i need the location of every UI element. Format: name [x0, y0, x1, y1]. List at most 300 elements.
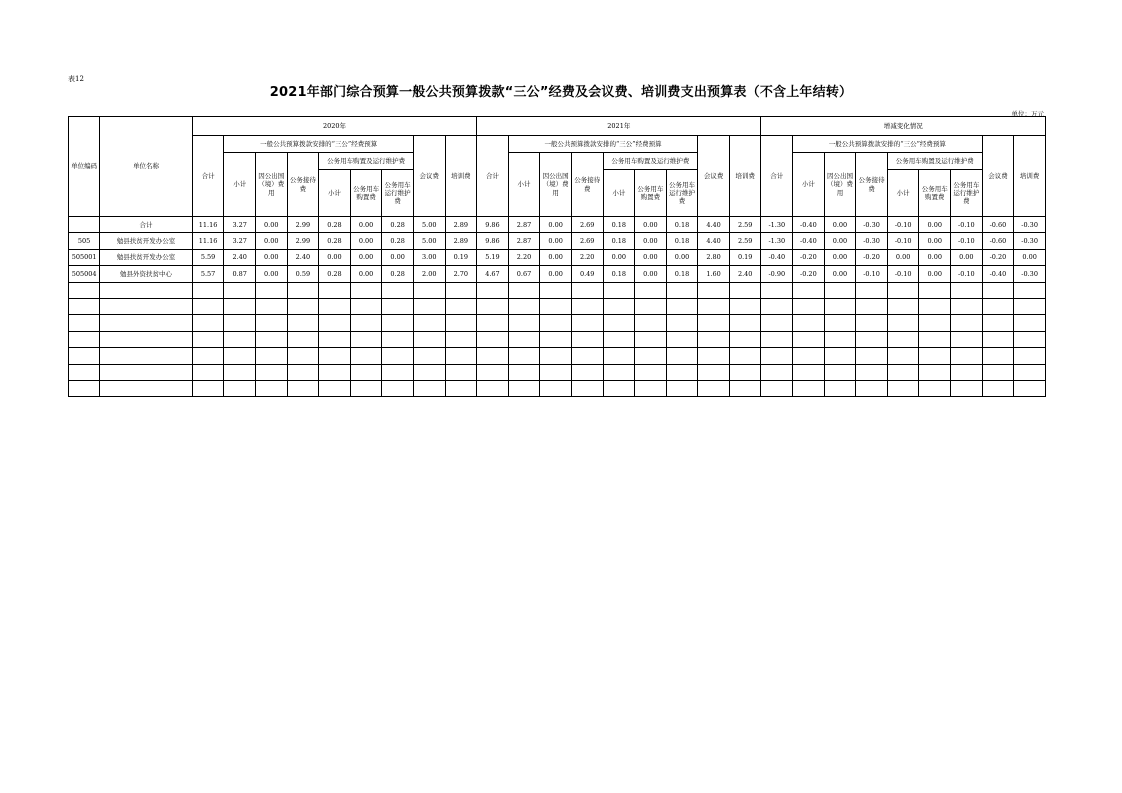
cell-unit-code: 505 [69, 233, 100, 249]
empty-cell [540, 282, 572, 298]
empty-cell [287, 380, 319, 396]
empty-cell [856, 380, 888, 396]
cell-value: 0.00 [540, 217, 572, 233]
empty-cell [477, 364, 509, 380]
empty-cell [382, 315, 414, 331]
empty-cell [982, 364, 1014, 380]
empty-cell [445, 298, 477, 314]
cell-value: 2.40 [224, 249, 256, 265]
cell-value: 3.27 [224, 233, 256, 249]
empty-cell [477, 282, 509, 298]
cell-value: 0.00 [951, 249, 983, 265]
cell-value: 2.20 [571, 249, 603, 265]
cell-unit-name: 勉县扶贫开发办公室 [100, 249, 193, 265]
empty-cell [919, 364, 951, 380]
empty-row [69, 331, 1046, 347]
budget-table [68, 116, 1046, 397]
empty-cell [100, 298, 193, 314]
empty-cell [350, 380, 382, 396]
empty-cell [793, 380, 825, 396]
empty-cell [982, 282, 1014, 298]
empty-cell [603, 298, 635, 314]
empty-cell [1014, 282, 1046, 298]
empty-cell [603, 282, 635, 298]
empty-cell [413, 348, 445, 364]
empty-cell [635, 298, 667, 314]
empty-cell [729, 380, 761, 396]
empty-cell [319, 348, 351, 364]
empty-cell [69, 331, 100, 347]
empty-cell [635, 315, 667, 331]
header-vehicle-maint: 公务用车运行维护费 [951, 170, 983, 217]
cell-value: 2.80 [698, 249, 730, 265]
cell-value: 0.00 [824, 249, 856, 265]
empty-cell [224, 298, 256, 314]
header-training: 培训费 [729, 136, 761, 217]
empty-cell [287, 364, 319, 380]
empty-cell [540, 331, 572, 347]
cell-value: -0.40 [793, 217, 825, 233]
header-subtotal: 小计 [224, 153, 256, 217]
cell-value: 0.00 [540, 233, 572, 249]
cell-value: 2.69 [571, 233, 603, 249]
cell-value: 2.59 [729, 233, 761, 249]
header-sangong: 一般公共预算拨款安排的“三公”经费预算 [793, 136, 983, 153]
empty-cell [445, 364, 477, 380]
empty-cell [508, 282, 540, 298]
cell-unit-code: 505004 [69, 266, 100, 282]
empty-cell [571, 380, 603, 396]
cell-value: 4.67 [477, 266, 509, 282]
empty-cell [887, 315, 919, 331]
header-training: 培训费 [445, 136, 477, 217]
empty-cell [192, 348, 224, 364]
header-group-2021: 2021年 [477, 117, 761, 136]
empty-cell [666, 315, 698, 331]
empty-cell [350, 315, 382, 331]
empty-cell [508, 298, 540, 314]
empty-cell [824, 331, 856, 347]
empty-cell [255, 298, 287, 314]
header-vehicle-group: 公务用车购置及运行维护费 [603, 153, 698, 170]
empty-cell [319, 298, 351, 314]
empty-cell [666, 331, 698, 347]
empty-cell [413, 298, 445, 314]
empty-cell [571, 315, 603, 331]
empty-cell [698, 348, 730, 364]
empty-cell [824, 282, 856, 298]
empty-cell [69, 364, 100, 380]
empty-cell [540, 348, 572, 364]
empty-cell [919, 380, 951, 396]
cell-value: 0.00 [255, 266, 287, 282]
empty-cell [413, 331, 445, 347]
empty-cell [761, 380, 793, 396]
empty-cell [477, 331, 509, 347]
header-vehicle-purchase: 公务用车购置费 [350, 170, 382, 217]
empty-cell [951, 282, 983, 298]
header-vehicle-purchase: 公务用车购置费 [635, 170, 667, 217]
empty-cell [666, 380, 698, 396]
cell-value: 9.86 [477, 233, 509, 249]
empty-cell [382, 298, 414, 314]
cell-value: 0.00 [255, 249, 287, 265]
empty-cell [319, 331, 351, 347]
cell-value: 0.00 [540, 266, 572, 282]
header-reception: 公务接待费 [856, 153, 888, 217]
empty-cell [445, 380, 477, 396]
empty-cell [603, 331, 635, 347]
empty-cell [255, 380, 287, 396]
empty-cell [287, 331, 319, 347]
header-subtotal: 小计 [508, 153, 540, 217]
header-vehicle-sub: 小计 [887, 170, 919, 217]
empty-cell [69, 348, 100, 364]
header-vehicle-sub: 小计 [319, 170, 351, 217]
empty-cell [287, 315, 319, 331]
cell-value: -0.90 [761, 266, 793, 282]
empty-cell [856, 331, 888, 347]
empty-cell [255, 315, 287, 331]
empty-cell [1014, 348, 1046, 364]
cell-value: 0.00 [635, 266, 667, 282]
cell-value: 0.00 [824, 233, 856, 249]
cell-value: -1.30 [761, 233, 793, 249]
cell-unit-name: 勉县外资扶贫中心 [100, 266, 193, 282]
cell-value: 0.00 [255, 233, 287, 249]
header-reception: 公务接待费 [571, 153, 603, 217]
empty-cell [761, 298, 793, 314]
empty-cell [224, 331, 256, 347]
empty-cell [635, 380, 667, 396]
empty-cell [793, 298, 825, 314]
empty-cell [413, 380, 445, 396]
cell-value: 0.28 [319, 266, 351, 282]
empty-cell [445, 331, 477, 347]
empty-cell [540, 298, 572, 314]
empty-cell [698, 380, 730, 396]
empty-cell [508, 380, 540, 396]
cell-unit-name: 勉县扶贫开发办公室 [100, 233, 193, 249]
cell-value: -0.10 [951, 217, 983, 233]
empty-cell [192, 282, 224, 298]
empty-cell [856, 298, 888, 314]
cell-value: 0.18 [666, 217, 698, 233]
cell-value: 2.89 [445, 217, 477, 233]
empty-cell [224, 282, 256, 298]
cell-value: 2.87 [508, 233, 540, 249]
empty-cell [69, 380, 100, 396]
cell-value: 2.70 [445, 266, 477, 282]
empty-cell [571, 331, 603, 347]
empty-row [69, 380, 1046, 396]
cell-value: 0.28 [319, 217, 351, 233]
header-reception: 公务接待费 [287, 153, 319, 217]
empty-cell [982, 348, 1014, 364]
cell-value: 0.87 [224, 266, 256, 282]
cell-value: -0.40 [761, 249, 793, 265]
empty-cell [255, 364, 287, 380]
header-vehicle-purchase: 公务用车购置费 [919, 170, 951, 217]
empty-cell [824, 380, 856, 396]
empty-row [69, 282, 1046, 298]
cell-value: -0.20 [793, 266, 825, 282]
empty-cell [729, 298, 761, 314]
empty-cell [192, 298, 224, 314]
empty-cell [919, 282, 951, 298]
empty-cell [919, 315, 951, 331]
empty-cell [224, 364, 256, 380]
header-total: 合计 [477, 136, 509, 217]
empty-cell [951, 315, 983, 331]
header-vehicle-sub: 小计 [603, 170, 635, 217]
cell-value: 0.18 [666, 233, 698, 249]
empty-cell [255, 331, 287, 347]
cell-value: 3.27 [224, 217, 256, 233]
cell-value: 0.18 [603, 266, 635, 282]
empty-cell [69, 315, 100, 331]
cell-value: 0.19 [445, 249, 477, 265]
cell-value: 0.00 [1014, 249, 1046, 265]
cell-value: 0.00 [635, 249, 667, 265]
cell-value: 0.00 [919, 217, 951, 233]
empty-cell [287, 298, 319, 314]
header-sangong: 一般公共预算拨款安排的“三公”经费预算 [508, 136, 698, 153]
empty-cell [350, 331, 382, 347]
cell-value: 0.00 [350, 266, 382, 282]
empty-cell [224, 348, 256, 364]
empty-cell [287, 282, 319, 298]
cell-value: 0.00 [919, 266, 951, 282]
header-total: 合计 [761, 136, 793, 217]
empty-cell [729, 282, 761, 298]
cell-unit-name: 合计 [100, 217, 193, 233]
header-overseas: 因公出国（境）费用 [255, 153, 287, 217]
empty-cell [951, 331, 983, 347]
cell-value: 4.40 [698, 233, 730, 249]
header-meeting: 会议费 [982, 136, 1014, 217]
cell-value: 3.00 [413, 249, 445, 265]
cell-value: 11.16 [192, 233, 224, 249]
empty-row [69, 348, 1046, 364]
empty-cell [350, 298, 382, 314]
cell-value: 0.28 [382, 233, 414, 249]
cell-value: -1.30 [761, 217, 793, 233]
cell-value: 0.28 [319, 233, 351, 249]
cell-unit-code: 505001 [69, 249, 100, 265]
empty-cell [761, 348, 793, 364]
cell-value: -0.40 [793, 233, 825, 249]
empty-cell [508, 364, 540, 380]
empty-cell [887, 380, 919, 396]
cell-value: 0.00 [350, 217, 382, 233]
cell-value: 2.59 [729, 217, 761, 233]
empty-cell [729, 331, 761, 347]
empty-cell [635, 331, 667, 347]
cell-value: -0.10 [856, 266, 888, 282]
empty-cell [1014, 315, 1046, 331]
cell-value: 2.40 [729, 266, 761, 282]
empty-cell [287, 348, 319, 364]
empty-cell [982, 331, 1014, 347]
cell-value: 0.00 [666, 249, 698, 265]
empty-cell [698, 364, 730, 380]
empty-cell [982, 298, 1014, 314]
empty-cell [761, 282, 793, 298]
cell-value: 0.18 [603, 217, 635, 233]
empty-cell [793, 331, 825, 347]
cell-value: 9.86 [477, 217, 509, 233]
cell-value: 0.00 [635, 217, 667, 233]
empty-cell [382, 380, 414, 396]
empty-cell [887, 348, 919, 364]
empty-cell [982, 380, 1014, 396]
cell-value: 0.00 [350, 233, 382, 249]
empty-cell [319, 315, 351, 331]
empty-cell [255, 282, 287, 298]
header-subtotal: 小计 [793, 153, 825, 217]
cell-value: 1.60 [698, 266, 730, 282]
empty-cell [571, 364, 603, 380]
cell-value: 0.28 [382, 217, 414, 233]
empty-cell [919, 298, 951, 314]
empty-cell [477, 380, 509, 396]
empty-cell [698, 298, 730, 314]
page-title: 2021年部门综合预算一般公共预算拨款“三公”经费及会议费、培训费支出预算表（不含上年结转） [269, 85, 853, 100]
empty-cell [319, 364, 351, 380]
empty-cell [603, 315, 635, 331]
cell-value: -0.30 [856, 217, 888, 233]
empty-cell [224, 315, 256, 331]
empty-cell [919, 331, 951, 347]
cell-value: 0.00 [319, 249, 351, 265]
empty-cell [192, 364, 224, 380]
empty-cell [508, 315, 540, 331]
cell-value: -0.10 [887, 217, 919, 233]
header-vehicle-group: 公务用车购置及运行维护费 [319, 153, 414, 170]
empty-cell [603, 348, 635, 364]
empty-cell [666, 298, 698, 314]
empty-cell [729, 364, 761, 380]
cell-value: 0.00 [919, 249, 951, 265]
cell-value: 2.87 [508, 217, 540, 233]
empty-cell [255, 348, 287, 364]
empty-cell [793, 348, 825, 364]
cell-value: 5.57 [192, 266, 224, 282]
empty-cell [477, 315, 509, 331]
header-overseas: 因公出国（境）费用 [540, 153, 572, 217]
header-sangong: 一般公共预算拨款安排的“三公”经费预算 [224, 136, 414, 153]
empty-cell [698, 331, 730, 347]
empty-row [69, 298, 1046, 314]
empty-cell [729, 315, 761, 331]
cell-value: 5.19 [477, 249, 509, 265]
empty-cell [824, 315, 856, 331]
cell-value: -0.30 [1014, 217, 1046, 233]
cell-value: 0.28 [382, 266, 414, 282]
empty-cell [413, 364, 445, 380]
empty-cell [793, 315, 825, 331]
cell-value: 0.00 [603, 249, 635, 265]
empty-cell [793, 282, 825, 298]
cell-value: 0.00 [824, 266, 856, 282]
empty-cell [100, 364, 193, 380]
table-body [69, 217, 1046, 397]
cell-value: 0.00 [382, 249, 414, 265]
cell-value: 0.00 [635, 233, 667, 249]
cell-value: 2.69 [571, 217, 603, 233]
empty-cell [761, 331, 793, 347]
empty-cell [192, 331, 224, 347]
header-group-2020: 2020年 [192, 117, 476, 136]
empty-cell [951, 298, 983, 314]
cell-value: 0.67 [508, 266, 540, 282]
cell-value: 11.16 [192, 217, 224, 233]
cell-value: 2.99 [287, 217, 319, 233]
empty-cell [382, 282, 414, 298]
empty-cell [1014, 331, 1046, 347]
cell-value: 5.59 [192, 249, 224, 265]
cell-value: -0.10 [887, 266, 919, 282]
empty-cell [508, 331, 540, 347]
empty-cell [69, 298, 100, 314]
empty-cell [508, 348, 540, 364]
empty-cell [571, 298, 603, 314]
empty-cell [951, 380, 983, 396]
empty-cell [824, 298, 856, 314]
table-row [69, 217, 1046, 233]
empty-cell [382, 348, 414, 364]
empty-cell [1014, 298, 1046, 314]
unit-label: 单位：万元 [1011, 110, 1044, 118]
empty-cell [698, 315, 730, 331]
header-unit-code: 单位编码 [69, 117, 100, 217]
empty-cell [540, 380, 572, 396]
empty-cell [382, 331, 414, 347]
cell-value: 5.00 [413, 217, 445, 233]
header-overseas: 因公出国（境）费用 [824, 153, 856, 217]
cell-value: -0.60 [982, 217, 1014, 233]
empty-cell [698, 282, 730, 298]
empty-cell [350, 348, 382, 364]
empty-cell [887, 364, 919, 380]
empty-cell [666, 348, 698, 364]
empty-cell [477, 348, 509, 364]
empty-cell [982, 315, 1014, 331]
table-row [69, 233, 1046, 249]
empty-cell [603, 364, 635, 380]
empty-cell [540, 364, 572, 380]
header-group-change: 增减变化情况 [761, 117, 1046, 136]
header-training: 培训费 [1014, 136, 1046, 217]
empty-cell [793, 364, 825, 380]
cell-value: 0.00 [540, 249, 572, 265]
empty-cell [919, 348, 951, 364]
cell-value: -0.10 [887, 233, 919, 249]
empty-cell [192, 315, 224, 331]
empty-cell [100, 380, 193, 396]
cell-value: -0.60 [982, 233, 1014, 249]
empty-cell [856, 364, 888, 380]
cell-value: -0.20 [793, 249, 825, 265]
empty-cell [887, 282, 919, 298]
empty-cell [413, 315, 445, 331]
cell-value: 0.00 [919, 233, 951, 249]
cell-unit-code [69, 217, 100, 233]
table-number-label: 表12 [68, 75, 84, 83]
empty-cell [571, 348, 603, 364]
cell-value: -0.40 [982, 266, 1014, 282]
